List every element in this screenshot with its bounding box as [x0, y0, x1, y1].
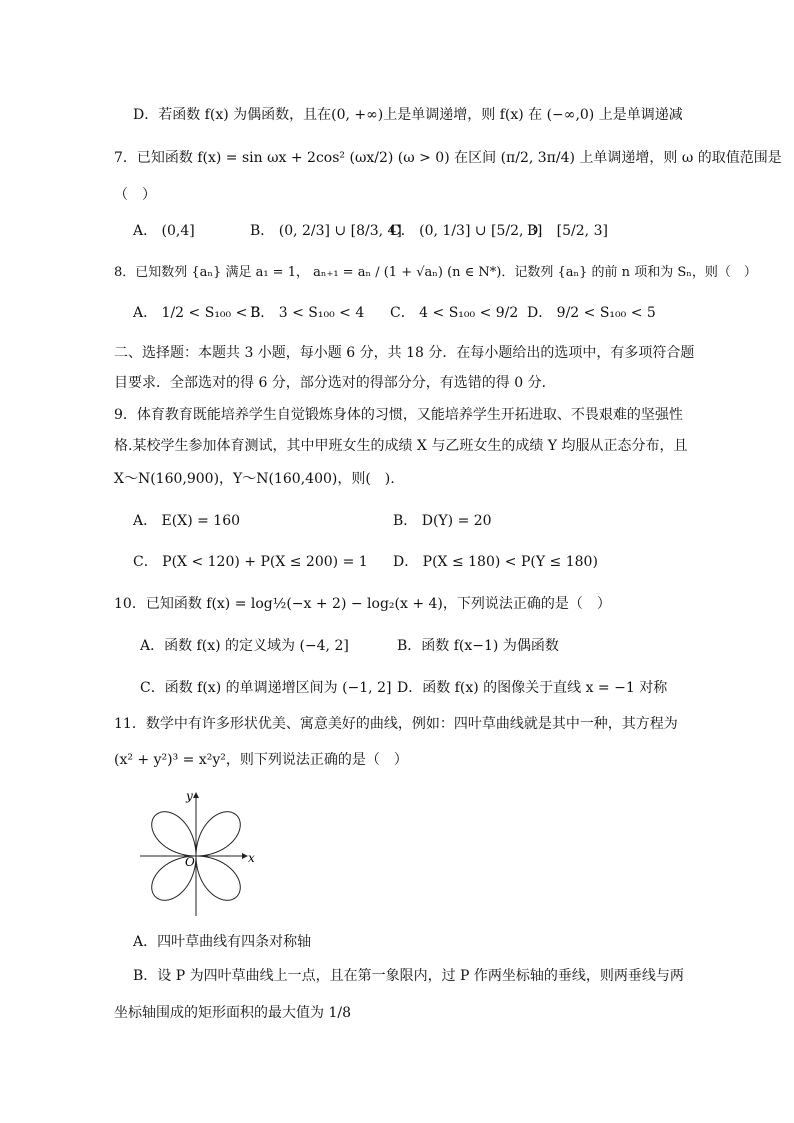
q8-stem: 8．已知数列 {aₙ} 满足 a₁ = 1， aₙ₊₁ = aₙ / (1 + √aₙ) (n ∈ N*)．记数列 {aₙ} 的前 n 项和为 Sₙ，则（ ） [114, 265, 757, 280]
q7-option-a: A． (0,4] [133, 223, 195, 239]
y-axis-arrow [193, 792, 199, 798]
section2-line2: 目要求．全部选对的得 6 分，部分选对的得部分分，有选错的得 0 分． [114, 375, 556, 391]
q11-line1: 11．数学中有许多形状优美、寓意美好的曲线，例如：四叶草曲线就是其中一种，其方程为 [114, 716, 678, 732]
q11-option-a: A．四叶草曲线有四条对称轴 [133, 934, 312, 950]
q8-option-b: B． 3 < S₁₀₀ < 4 [250, 305, 365, 321]
q11-line2: (x² + y²)³ = x²y²，则下列说法正确的是（ ） [114, 752, 408, 768]
section2-line1: 二、选择题：本题共 3 小题，每小题 6 分，共 18 分．在每小题给出的选项中，有多项符合题 [114, 345, 695, 361]
q9-option-a: A． E(X) = 160 [133, 513, 241, 529]
q7-option-d: D． [5/2, 3] [527, 223, 608, 239]
q9-option-b: B． D(Y) = 20 [393, 513, 492, 529]
q9-line3: X～N(160,900)，Y～N(160,400)，则( ). [114, 471, 395, 487]
label-origin: O [185, 855, 195, 869]
q10-option-b: B．函数 f(x−1) 为偶函数 [397, 638, 559, 654]
q8-option-c: C． 4 < S₁₀₀ < 9/2 [390, 305, 519, 321]
q10-option-d: D．函数 f(x) 的图像关于直线 x = −1 对称 [397, 680, 668, 696]
q6-option-d: D．若函数 f(x) 为偶函数，且在(0, +∞)上是单调递增，则 f(x) 在 (−∞,0) 上是单调递减 [133, 107, 683, 123]
q7-option-c: C． (0, 1/3] ∪ [5/2, 3] [390, 223, 543, 239]
q9-option-c: C． P(X < 120) + P(X ≤ 200) = 1 [133, 554, 368, 570]
q10-option-a: A．函数 f(x) 的定义域为 (−4, 2] [140, 638, 349, 654]
q10-stem: 10．已知函数 f(x) = log½(−x + 2) − log₂(x + 4)，下列说法正确的是（ ） [114, 596, 611, 612]
q11-option-b-line1: B．设 P 为四叶草曲线上一点，且在第一象限内，过 P 作两坐标轴的垂线，则两垂线与两 [133, 968, 684, 984]
q9-option-d: D． P(X ≤ 180) < P(Y ≤ 180) [393, 554, 598, 570]
four-leaf-clover-figure [136, 786, 264, 918]
q10-option-c: C．函数 f(x) 的单调递增区间为 (−1, 2] [140, 680, 392, 696]
label-y: y [186, 789, 193, 803]
q9-line2: 格.某校学生参加体育测试，其中甲班女生的成绩 X 与乙班女生的成绩 Y 均服从正态分布，且 [114, 438, 688, 454]
q7-stem: 7．已知函数 f(x) = sin ωx + 2cos² (ωx/2) (ω > 0) 在区间 (π/2, 3π/4) 上单调递增，则 ω 的取值范围是 [114, 150, 782, 166]
q8-option-a: A． 1/2 < S₁₀₀ < 3 [133, 305, 261, 321]
q7-paren: （ ） [114, 187, 156, 203]
label-x: x [248, 851, 255, 865]
q9-line1: 9．体育教育既能培养学生自觉锻炼身体的习惯，又能培养学生开拓进取、不畏艰难的坚强性 [114, 407, 683, 423]
q11-option-b-line2: 坐标轴围成的矩形面积的最大值为 1/8 [114, 1005, 351, 1021]
q8-option-d: D． 9/2 < S₁₀₀ < 5 [527, 305, 656, 321]
q7-option-b: B． (0, 2/3] ∪ [8/3, 4] [250, 223, 402, 239]
